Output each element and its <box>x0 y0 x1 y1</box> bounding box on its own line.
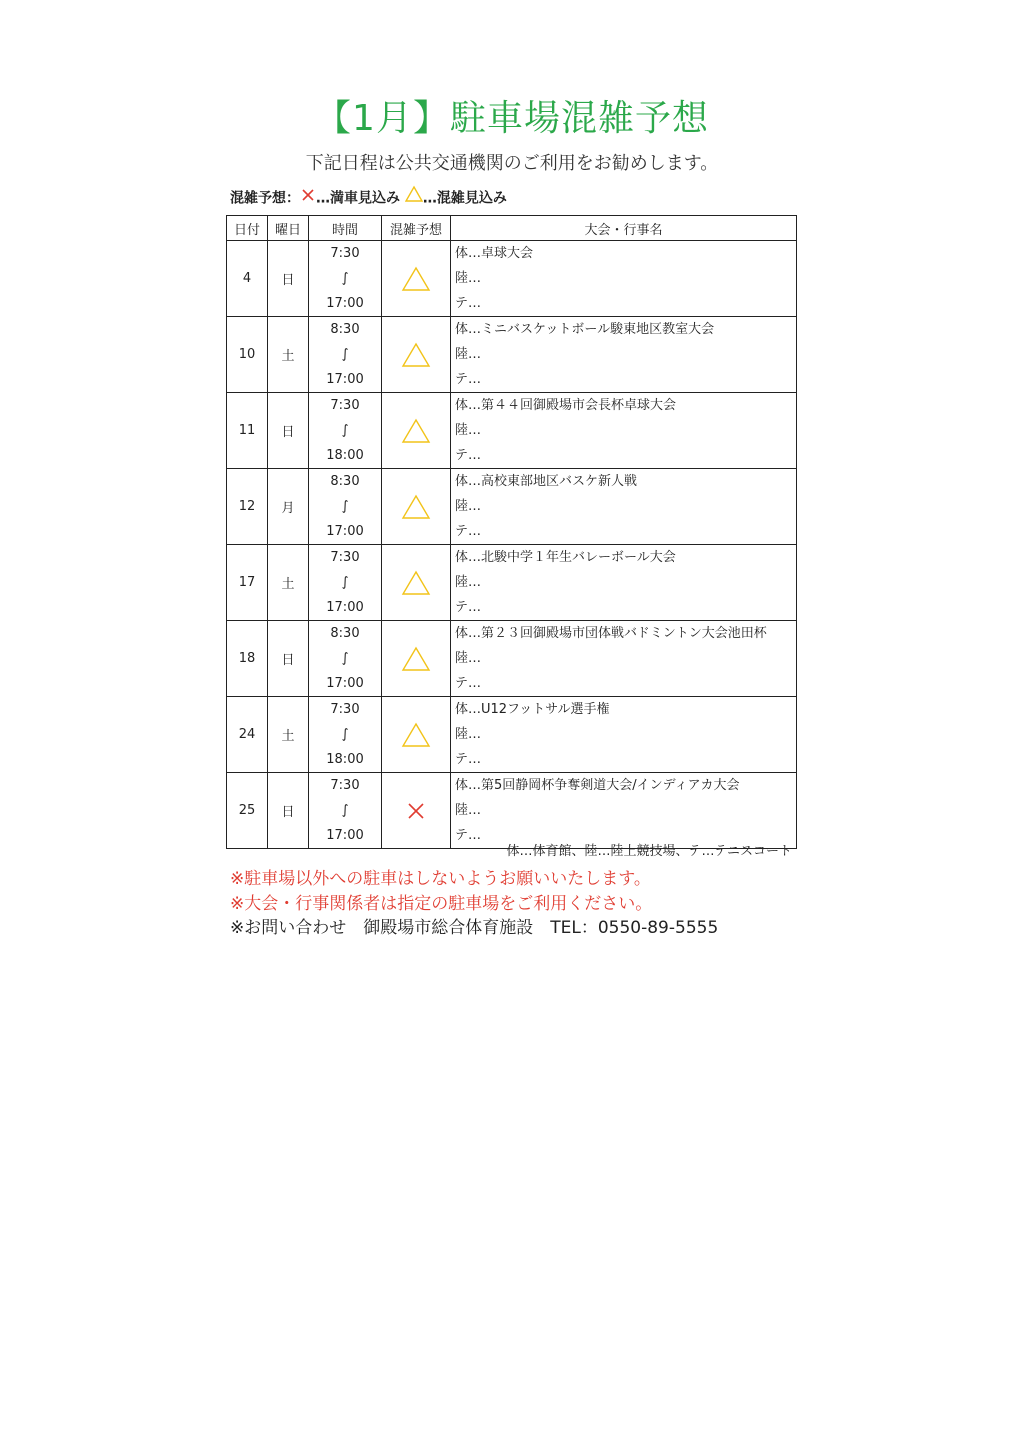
time-sep: ∫ <box>341 347 349 362</box>
event-line: 体…ミニバスケットボール駿東地区教室大会 <box>455 322 715 337</box>
contact-info: ※お問い合わせ 御殿場市総合体育施設 TEL：0550-89-5555 <box>230 918 719 938</box>
page-subtitle: 下記日程は公共交通機関のご利用をお勧めします。 <box>305 153 719 174</box>
event-line: 陸… <box>455 499 482 514</box>
time-start: 7:30 <box>330 778 360 793</box>
row-day: 日 <box>268 621 309 697</box>
event-line: 陸… <box>455 651 482 666</box>
time-start: 7:30 <box>330 702 360 717</box>
row-time <box>309 697 382 773</box>
event-line: 陸… <box>455 727 482 742</box>
triangle-icon <box>382 241 451 317</box>
triangle-icon <box>382 621 451 697</box>
time-start: 7:30 <box>330 550 360 565</box>
legend-label: 混雑予想： <box>230 190 300 207</box>
time-sep: ∫ <box>341 423 349 438</box>
time-end: 17:00 <box>326 600 364 615</box>
row-time <box>309 317 382 393</box>
row-day: 日 <box>268 241 309 317</box>
table-row <box>227 393 797 469</box>
table-body <box>227 241 797 849</box>
time-sep: ∫ <box>341 271 349 286</box>
time-start: 7:30 <box>330 246 360 261</box>
table-row <box>227 317 797 393</box>
header-events: 大会・行事名 <box>451 216 797 241</box>
schedule-table <box>226 215 797 849</box>
header-day: 曜日 <box>268 216 309 241</box>
event-line: 陸… <box>455 575 482 590</box>
event-line: 体…U12フットサル選手権 <box>455 702 610 717</box>
time-sep: ∫ <box>341 651 349 666</box>
event-line: 体…北駿中学１年生バレーボール大会 <box>455 550 676 565</box>
row-time <box>309 545 382 621</box>
cross-icon <box>382 773 451 849</box>
row-date: 10 <box>227 317 268 393</box>
event-line: テ… <box>455 828 482 843</box>
row-events <box>451 545 797 621</box>
row-events <box>451 469 797 545</box>
event-line: テ… <box>455 524 482 539</box>
row-day: 土 <box>268 697 309 773</box>
time-end: 17:00 <box>326 524 364 539</box>
time-sep: ∫ <box>341 727 349 742</box>
time-end: 17:00 <box>326 676 364 691</box>
row-time <box>309 621 382 697</box>
time-start: 8:30 <box>330 474 360 489</box>
event-line: テ… <box>455 296 482 311</box>
legend <box>230 185 507 212</box>
cross-icon <box>300 186 316 212</box>
row-events <box>451 317 797 393</box>
triangle-icon <box>405 185 423 212</box>
time-sep: ∫ <box>341 803 349 818</box>
header-prediction: 混雑予想 <box>382 216 451 241</box>
row-time <box>309 241 382 317</box>
row-day: 日 <box>268 773 309 849</box>
table-row <box>227 545 797 621</box>
row-events <box>451 241 797 317</box>
event-line: テ… <box>455 600 482 615</box>
triangle-icon <box>382 697 451 773</box>
parking-warning: ※駐車場以外への駐車はしないようお願いいたします。 <box>230 869 651 889</box>
triangle-icon <box>382 317 451 393</box>
legend-triangle-text: …混雑見込み <box>422 190 507 207</box>
row-date: 4 <box>227 241 268 317</box>
time-end: 17:00 <box>326 372 364 387</box>
designated-parking-warning: ※大会・行事関係者は指定の駐車場をご利用ください。 <box>230 894 653 914</box>
time-start: 7:30 <box>330 398 360 413</box>
row-time <box>309 393 382 469</box>
event-line: 体…第5回静岡杯争奪剣道大会/インディアカ大会 <box>455 778 740 793</box>
table-row <box>227 697 797 773</box>
row-time <box>309 773 382 849</box>
event-line: 陸… <box>455 803 482 818</box>
header-time: 時間 <box>309 216 382 241</box>
table-row <box>227 773 797 849</box>
row-date: 24 <box>227 697 268 773</box>
time-end: 18:00 <box>326 752 364 767</box>
row-time <box>309 469 382 545</box>
table-row <box>227 241 797 317</box>
triangle-icon <box>382 393 451 469</box>
event-line: 体…第２３回御殿場市団体戦バドミントン大会池田杯 <box>455 626 767 641</box>
row-day: 日 <box>268 393 309 469</box>
table-row <box>227 469 797 545</box>
time-sep: ∫ <box>341 499 349 514</box>
event-line: テ… <box>455 448 482 463</box>
table-row <box>227 621 797 697</box>
time-end: 17:00 <box>326 828 364 843</box>
row-date: 12 <box>227 469 268 545</box>
time-start: 8:30 <box>330 322 360 337</box>
time-end: 18:00 <box>326 448 364 463</box>
row-date: 25 <box>227 773 268 849</box>
event-line: 陸… <box>455 347 482 362</box>
triangle-icon <box>382 469 451 545</box>
row-date: 18 <box>227 621 268 697</box>
event-line: 陸… <box>455 271 482 286</box>
row-day: 土 <box>268 317 309 393</box>
facility-legend-note: 体…体育館、陸…陸上競技場、テ…テニスコート <box>506 844 792 859</box>
event-line: テ… <box>455 372 482 387</box>
event-line: テ… <box>455 752 482 767</box>
row-date: 11 <box>227 393 268 469</box>
time-start: 8:30 <box>330 626 360 641</box>
event-line: 体…高校東部地区バスケ新人戦 <box>455 474 638 489</box>
row-date: 17 <box>227 545 268 621</box>
row-events <box>451 393 797 469</box>
row-day: 月 <box>268 469 309 545</box>
page-title: 【1月】駐車場混雑予想 <box>315 98 709 139</box>
row-events <box>451 773 797 849</box>
table-header-row <box>227 216 797 241</box>
triangle-icon <box>382 545 451 621</box>
event-line: 体…卓球大会 <box>455 246 534 261</box>
event-line: テ… <box>455 676 482 691</box>
header-date: 日付 <box>227 216 268 241</box>
row-day: 土 <box>268 545 309 621</box>
time-sep: ∫ <box>341 575 349 590</box>
legend-cross-text: …満車見込み <box>316 190 400 207</box>
event-line: 体…第４４回御殿場市会長杯卓球大会 <box>455 398 677 413</box>
row-events <box>451 621 797 697</box>
row-events <box>451 697 797 773</box>
event-line: 陸… <box>455 423 482 438</box>
time-end: 17:00 <box>326 296 364 311</box>
